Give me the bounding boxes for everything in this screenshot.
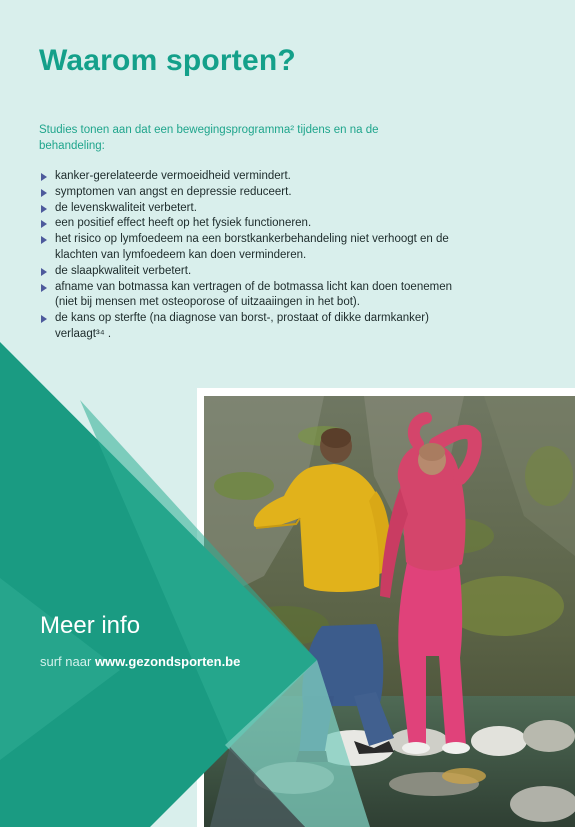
list-item: het risico op lymfoedeem na een borstkankerbehandeling niet verhoogt en de klachten van lymfoedeem kan doen verminderen. [39, 232, 469, 264]
list-item: een positief effect heeft op het fysiek functioneren. [39, 216, 469, 232]
page-title: Waarom sporten? [39, 44, 296, 77]
list-item: de kans op sterfte (na diagnose van borst-, prostaat of dikke darmkanker) verlaagt³⁴ . [39, 311, 469, 343]
website-line [40, 654, 240, 669]
list-item: kanker-gerelateerde vermoeidheid vermindert. [39, 169, 469, 185]
list-item: de slaapkwaliteit verbetert. [39, 264, 469, 280]
website-prefix: surf naar [40, 654, 92, 669]
intro-text: Studies tonen aan dat een bewegingsprogramma² tijdens en na de behandeling: [39, 124, 379, 152]
list-item: afname van botmassa kan vertragen of de botmassa licht kan doen toenemen (niet bij mensen met osteoporose of uitzaaiingen in het bot). [39, 280, 469, 312]
list-item: symptomen van angst en depressie reduceert. [39, 185, 469, 201]
more-info-heading: Meer info [40, 612, 141, 639]
list-item: de levenskwaliteit verbetert. [39, 201, 469, 217]
website-link[interactable]: www.gezondsporten.be [94, 654, 241, 669]
